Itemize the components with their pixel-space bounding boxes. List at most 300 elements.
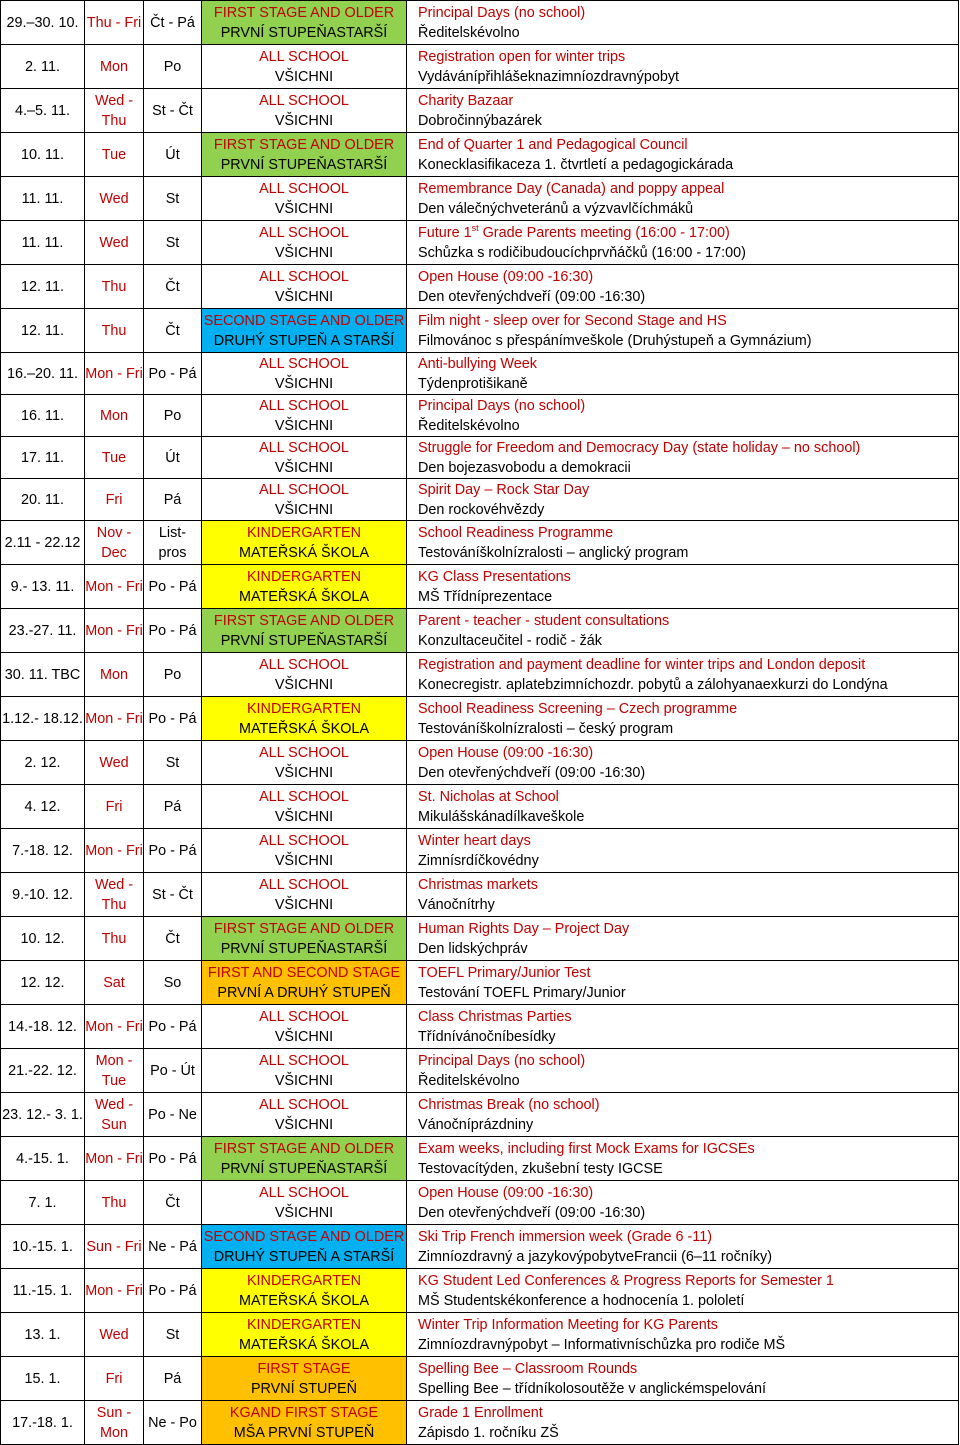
audience-cs: DRUHÝ STUPEŇ A STARŠÍ [213, 332, 395, 349]
audience-cell [202, 133, 407, 177]
event-cell [407, 1181, 959, 1225]
event-cell [407, 221, 959, 265]
audience-cell [202, 697, 407, 741]
audience-cell [202, 265, 407, 309]
audience-en: FIRST STAGE [257, 1360, 351, 1377]
day-cz-cell: Po - Ne [144, 1093, 202, 1137]
event-cell [407, 45, 959, 89]
day-cz-cell: Čt [144, 917, 202, 961]
audience-en: ALL SCHOOL [259, 224, 349, 241]
table-row [1, 873, 959, 917]
event-en: Exam weeks, including first Mock Exams for IGCSEs [418, 1140, 755, 1157]
event-cs: Týdenprotišikaně [418, 375, 528, 392]
audience-en: ALL SCHOOL [259, 92, 349, 109]
table-row [1, 1093, 959, 1137]
day-cz-cell: St [144, 177, 202, 221]
audience-en: ALL SCHOOL [259, 656, 349, 673]
date-cell: 7.-18. 12. [1, 829, 85, 873]
audience-cs: VŠICHNI [274, 68, 334, 85]
event-cs: Testováníškolnízralosti – český program [418, 720, 674, 737]
day-en-cell: Thu [85, 265, 144, 309]
audience-en: ALL SCHOOL [259, 268, 349, 285]
table-row [1, 265, 959, 309]
event-cs: Spelling Bee – třídníkolosoutěže v anglickémspelování [418, 1380, 766, 1397]
event-en: Principal Days (no school) [418, 4, 586, 21]
date-cell: 10. 11. [1, 133, 85, 177]
audience-cell [202, 1313, 407, 1357]
event-cell [407, 1, 959, 45]
table-row [1, 1181, 959, 1225]
audience-cell [202, 609, 407, 653]
event-cell [407, 479, 959, 521]
event-cs: Dobročinnýbazárek [418, 112, 542, 129]
event-en: Parent - teacher - student consultations [418, 612, 670, 629]
event-cs: MŠ Třídníprezentace [418, 588, 553, 605]
event-cs: Schůzka s rodičibudoucíchprvňáčků (16:00 - 17:00) [418, 244, 746, 261]
event-cell [407, 697, 959, 741]
day-cz-cell: Čt - Pá [144, 1, 202, 45]
date-cell: 13. 1. [1, 1313, 85, 1357]
event-cs: Mikulášskánadílkaveškole [418, 808, 585, 825]
table-row [1, 565, 959, 609]
day-en-cell: Nov - Dec [85, 521, 144, 565]
audience-en: ALL SCHOOL [259, 744, 349, 761]
audience-en: FIRST STAGE AND OLDER [213, 920, 395, 937]
day-en-cell: Thu [85, 309, 144, 353]
calendar-body [1, 1, 959, 1445]
table-row [1, 1049, 959, 1093]
day-cz-cell: Út [144, 133, 202, 177]
day-en-cell: Thu [85, 917, 144, 961]
event-cell [407, 177, 959, 221]
audience-en: FIRST STAGE AND OLDER [213, 612, 395, 629]
date-cell: 12. 12. [1, 961, 85, 1005]
table-row [1, 961, 959, 1005]
event-cs: Ředitelskévolno [418, 1072, 520, 1089]
table-row [1, 479, 959, 521]
audience-cs: PRVNÍ STUPEŇASTARŠÍ [220, 24, 388, 41]
day-en-cell: Tue [85, 437, 144, 479]
audience-en: ALL SCHOOL [259, 481, 349, 498]
event-cell [407, 89, 959, 133]
audience-cell [202, 479, 407, 521]
table-row [1, 521, 959, 565]
audience-cs: VŠICHNI [274, 459, 334, 476]
day-cz-cell: St - Čt [144, 89, 202, 133]
audience-en: KINDERGARTEN [246, 1272, 362, 1289]
audience-cs: MATEŘSKÁ ŠKOLA [238, 588, 370, 605]
event-cs: Vydávánípřihlášeknazimníozdravnýpobyt [418, 68, 680, 85]
audience-en: ALL SCHOOL [259, 788, 349, 805]
event-cell [407, 353, 959, 395]
event-en [418, 223, 958, 243]
event-cell [407, 653, 959, 697]
event-cs: Den rockovéhvězdy [418, 501, 545, 518]
event-cell [407, 1313, 959, 1357]
audience-cs: PRVNÍ STUPEŇ [250, 1380, 358, 1397]
table-row [1, 437, 959, 479]
audience-cs: VŠICHNI [274, 375, 334, 392]
event-cs: Testovacítýden, zkušební testy IGCSE [418, 1160, 663, 1177]
audience-en: KINDERGARTEN [246, 1316, 362, 1333]
table-row [1, 89, 959, 133]
audience-en: KINDERGARTEN [246, 568, 362, 585]
audience-cell [202, 653, 407, 697]
event-en: Anti-bullying Week [418, 355, 537, 372]
date-cell: 14.-18. 12. [1, 1005, 85, 1049]
audience-cs: PRVNÍ STUPEŇASTARŠÍ [220, 1160, 388, 1177]
event-cell [407, 1049, 959, 1093]
day-cz-cell: Pá [144, 479, 202, 521]
audience-en: FIRST STAGE AND OLDER [213, 1140, 395, 1157]
audience-cs: MATEŘSKÁ ŠKOLA [238, 544, 370, 561]
table-row [1, 309, 959, 353]
audience-en: ALL SCHOOL [259, 355, 349, 372]
audience-cell [202, 1093, 407, 1137]
table-row [1, 1401, 959, 1445]
audience-cs: VŠICHNI [274, 896, 334, 913]
day-cz-cell: Po [144, 45, 202, 89]
date-cell: 10. 12. [1, 917, 85, 961]
table-row [1, 353, 959, 395]
table-row [1, 133, 959, 177]
event-cs: Ředitelskévolno [418, 24, 520, 41]
date-cell: 4.-15. 1. [1, 1137, 85, 1181]
audience-en: SECOND STAGE AND OLDER [203, 312, 405, 329]
day-cz-cell: Čt [144, 1181, 202, 1225]
audience-cell [202, 45, 407, 89]
date-cell: 4. 12. [1, 785, 85, 829]
audience-cs: VŠICHNI [274, 200, 334, 217]
audience-en: ALL SCHOOL [259, 397, 349, 414]
day-cz-cell: Út [144, 437, 202, 479]
event-cs: Třídnívánočníbesídky [418, 1028, 556, 1045]
audience-cell [202, 1357, 407, 1401]
event-en-sup: st [471, 222, 479, 233]
audience-en: ALL SCHOOL [259, 180, 349, 197]
date-cell: 20. 11. [1, 479, 85, 521]
day-en-cell: Thu [85, 1181, 144, 1225]
day-en-cell: Fri [85, 479, 144, 521]
day-cz-cell: List- pros [144, 521, 202, 565]
day-en-cell: Sat [85, 961, 144, 1005]
event-en: Principal Days (no school) [418, 1052, 586, 1069]
day-en-cell: Mon - Fri [85, 1005, 144, 1049]
table-row [1, 1, 959, 45]
event-en: End of Quarter 1 and Pedagogical Council [418, 136, 688, 153]
audience-cell [202, 1005, 407, 1049]
audience-cs: PRVNÍ STUPEŇASTARŠÍ [220, 940, 388, 957]
day-cz-cell: Pá [144, 1357, 202, 1401]
table-row [1, 1005, 959, 1049]
event-cell [407, 265, 959, 309]
day-cz-cell: Ne - Po [144, 1401, 202, 1445]
date-cell: 11.-15. 1. [1, 1269, 85, 1313]
date-cell: 23. 12.- 3. 1. [1, 1093, 85, 1137]
audience-cs: VŠICHNI [274, 1072, 334, 1089]
day-cz-cell: St [144, 221, 202, 265]
event-cs: Den lidskýchpráv [418, 940, 528, 957]
event-cs: Vánočnítrhy [418, 896, 495, 913]
audience-en: FIRST AND SECOND STAGE [207, 964, 401, 981]
event-cell [407, 829, 959, 873]
audience-cs: VŠICHNI [274, 112, 334, 129]
audience-cell [202, 1225, 407, 1269]
event-cell [407, 437, 959, 479]
event-en: TOEFL Primary/Junior Test [418, 964, 591, 981]
audience-cell [202, 1181, 407, 1225]
event-cs: Testování TOEFL Primary/Junior [418, 984, 626, 1001]
event-en: KG Class Presentations [418, 568, 571, 585]
day-en-cell: Wed [85, 177, 144, 221]
day-cz-cell: St [144, 1313, 202, 1357]
audience-cell [202, 309, 407, 353]
date-cell: 2. 11. [1, 45, 85, 89]
audience-en: ALL SCHOOL [259, 1096, 349, 1113]
table-row [1, 609, 959, 653]
audience-cs: MŠA PRVNÍ STUPEŇ [233, 1424, 375, 1441]
event-en: Spelling Bee – Classroom Rounds [418, 1360, 638, 1377]
day-en-cell: Mon - Fri [85, 353, 144, 395]
event-cell [407, 1093, 959, 1137]
day-cz-cell: Po - Pá [144, 1269, 202, 1313]
event-en: Charity Bazaar [418, 92, 514, 109]
day-en-cell: Mon - Fri [85, 609, 144, 653]
audience-cell [202, 829, 407, 873]
event-en: Registration open for winter trips [418, 48, 626, 65]
date-cell: 16. 11. [1, 395, 85, 437]
event-cs: Den otevřenýchdveří (09:00 -16:30) [418, 764, 646, 781]
date-cell: 29.–30. 10. [1, 1, 85, 45]
day-en-cell: Mon - Fri [85, 565, 144, 609]
audience-cs: VŠICHNI [274, 676, 334, 693]
event-cs: Ředitelskévolno [418, 417, 520, 434]
event-cs: Den válečnýchveteránů a výzvavlčíchmáků [418, 200, 694, 217]
day-en-cell: Sun - Mon [85, 1401, 144, 1445]
audience-cs: PRVNÍ STUPEŇASTARŠÍ [220, 632, 388, 649]
audience-cs: DRUHÝ STUPEŇ A STARŠÍ [213, 1248, 395, 1265]
date-cell: 12. 11. [1, 309, 85, 353]
day-cz-cell: Po - Pá [144, 353, 202, 395]
audience-en: ALL SCHOOL [259, 48, 349, 65]
date-cell: 10.-15. 1. [1, 1225, 85, 1269]
audience-cs: VŠICHNI [274, 1028, 334, 1045]
audience-cell [202, 1269, 407, 1313]
event-cell [407, 309, 959, 353]
day-en-cell: Mon - Fri [85, 1137, 144, 1181]
event-cell [407, 741, 959, 785]
audience-en: KGAND FIRST STAGE [229, 1404, 379, 1421]
event-cell [407, 917, 959, 961]
event-en: Registration and payment deadline for winter trips and London deposit [418, 656, 866, 673]
table-row [1, 1357, 959, 1401]
event-cs: Den otevřenýchdveří (09:00 -16:30) [418, 288, 646, 305]
audience-cell [202, 873, 407, 917]
event-en-part: Grade Parents meeting (16:00 - 17:00) [478, 224, 730, 241]
day-en-cell: Mon - Fri [85, 697, 144, 741]
day-cz-cell: Po - Pá [144, 1137, 202, 1181]
audience-cell [202, 1049, 407, 1093]
event-en-part: Future 1 [418, 224, 472, 241]
audience-cs: MATEŘSKÁ ŠKOLA [238, 1336, 370, 1353]
event-cs: Konzultaceučitel - rodič - žák [418, 632, 602, 649]
day-en-cell: Wed [85, 741, 144, 785]
event-en: Film night - sleep over for Second Stage and HS [418, 312, 727, 329]
day-cz-cell: Po - Pá [144, 697, 202, 741]
event-en: Struggle for Freedom and Democracy Day (state holiday – no school) [418, 439, 861, 456]
audience-cell [202, 785, 407, 829]
day-en-cell: Fri [85, 1357, 144, 1401]
day-cz-cell: Čt [144, 265, 202, 309]
event-cs: Konecregistr. aplatebzimníchozdr. pobytů a zálohyanaexkurzi do Londýna [418, 676, 888, 693]
event-cs: Den otevřenýchdveří (09:00 -16:30) [418, 1204, 646, 1221]
date-cell: 15. 1. [1, 1357, 85, 1401]
audience-cell [202, 917, 407, 961]
audience-cs: VŠICHNI [274, 244, 334, 261]
event-cell [407, 1357, 959, 1401]
date-cell: 2. 12. [1, 741, 85, 785]
event-cs: Den bojezasvobodu a demokracii [418, 459, 631, 476]
table-row [1, 1225, 959, 1269]
day-cz-cell: St - Čt [144, 873, 202, 917]
table-row [1, 395, 959, 437]
table-row [1, 177, 959, 221]
table-row [1, 653, 959, 697]
event-en: Human Rights Day – Project Day [418, 920, 630, 937]
date-cell: 11. 11. [1, 177, 85, 221]
event-cs: Zápisdo 1. ročníku ZŠ [418, 1424, 559, 1441]
date-cell: 9.-10. 12. [1, 873, 85, 917]
day-en-cell: Sun - Fri [85, 1225, 144, 1269]
audience-en: FIRST STAGE AND OLDER [213, 4, 395, 21]
day-en-cell: Mon - Fri [85, 829, 144, 873]
audience-cs: VŠICHNI [274, 764, 334, 781]
audience-cs: VŠICHNI [274, 417, 334, 434]
date-cell: 16.–20. 11. [1, 353, 85, 395]
event-en: Principal Days (no school) [418, 397, 586, 414]
audience-cs: VŠICHNI [274, 1204, 334, 1221]
event-en: St. Nicholas at School [418, 788, 559, 805]
event-en: Spirit Day – Rock Star Day [418, 481, 590, 498]
audience-en: SECOND STAGE AND OLDER [203, 1228, 405, 1245]
audience-cell [202, 565, 407, 609]
table-row [1, 785, 959, 829]
day-cz-cell: Čt [144, 309, 202, 353]
audience-cell [202, 961, 407, 1005]
audience-cell [202, 741, 407, 785]
event-en: KG Student Led Conferences & Progress Reports for Semester 1 [418, 1272, 834, 1289]
event-cell [407, 1401, 959, 1445]
event-cs: Filmovánoc s přespánímveškole (Druhýstupeň a Gymnázium) [418, 332, 812, 349]
day-en-cell: Mon - Fri [85, 1269, 144, 1313]
date-cell: 7. 1. [1, 1181, 85, 1225]
date-cell: 9.- 13. 11. [1, 565, 85, 609]
day-en-cell: Wed [85, 1313, 144, 1357]
day-en-cell: Mon - Tue [85, 1049, 144, 1093]
event-cell [407, 1269, 959, 1313]
event-cell [407, 565, 959, 609]
day-en-cell: Tue [85, 133, 144, 177]
event-cell [407, 133, 959, 177]
event-en: Class Christmas Parties [418, 1008, 572, 1025]
audience-cell [202, 221, 407, 265]
day-en-cell: Wed - Sun [85, 1093, 144, 1137]
table-row [1, 221, 959, 265]
event-cs: Konecklasifikaceza 1. čtvrtletí a pedagogickárada [418, 156, 734, 173]
table-row [1, 697, 959, 741]
audience-en: ALL SCHOOL [259, 1008, 349, 1025]
event-en: Remembrance Day (Canada) and poppy appeal [418, 180, 725, 197]
audience-cs: PRVNÍ STUPEŇASTARŠÍ [220, 156, 388, 173]
day-cz-cell: Po - Pá [144, 1005, 202, 1049]
audience-en: KINDERGARTEN [246, 700, 362, 717]
date-cell: 21.-22. 12. [1, 1049, 85, 1093]
day-en-cell: Wed - Thu [85, 89, 144, 133]
audience-cell [202, 521, 407, 565]
audience-cs: MATEŘSKÁ ŠKOLA [238, 1292, 370, 1309]
table-row [1, 1269, 959, 1313]
date-cell: 12. 11. [1, 265, 85, 309]
audience-cell [202, 395, 407, 437]
event-en: Winter Trip Information Meeting for KG Parents [418, 1316, 718, 1333]
day-cz-cell: Po [144, 395, 202, 437]
audience-en: ALL SCHOOL [259, 832, 349, 849]
event-cs: MŠ Studentskékonference a hodnocenía 1. pololetí [418, 1292, 745, 1309]
day-en-cell: Mon [85, 395, 144, 437]
audience-cs: VŠICHNI [274, 501, 334, 518]
day-cz-cell: Ne - Pá [144, 1225, 202, 1269]
date-cell: 30. 11. TBC [1, 653, 85, 697]
event-cell [407, 395, 959, 437]
event-en: Grade 1 Enrollment [418, 1404, 543, 1421]
event-cs: Zimníozdravný a jazykovýpobytveFrancii (6–11 ročníky) [418, 1248, 773, 1265]
day-cz-cell: Po - Pá [144, 565, 202, 609]
table-row [1, 45, 959, 89]
table-row [1, 1137, 959, 1181]
date-cell: 17.-18. 1. [1, 1401, 85, 1445]
event-en: Christmas markets [418, 876, 538, 893]
event-cell [407, 521, 959, 565]
table-row [1, 741, 959, 785]
date-cell: 2.11 - 22.12 [1, 521, 85, 565]
audience-en: ALL SCHOOL [259, 876, 349, 893]
audience-en: ALL SCHOOL [259, 1184, 349, 1201]
audience-en: ALL SCHOOL [259, 439, 349, 456]
day-cz-cell: Po - Út [144, 1049, 202, 1093]
event-en: School Readiness Programme [418, 524, 614, 541]
audience-en: KINDERGARTEN [246, 524, 362, 541]
audience-cs: VŠICHNI [274, 288, 334, 305]
event-cell [407, 1137, 959, 1181]
audience-cs: VŠICHNI [274, 852, 334, 869]
event-cell [407, 1005, 959, 1049]
day-en-cell: Wed - Thu [85, 873, 144, 917]
day-en-cell: Fri [85, 785, 144, 829]
day-cz-cell: Pá [144, 785, 202, 829]
table-row [1, 917, 959, 961]
event-en: Ski Trip French immersion week (Grade 6 -11) [418, 1228, 713, 1245]
date-cell: 1.12.- 18.12. [1, 697, 85, 741]
audience-cs: VŠICHNI [274, 1116, 334, 1133]
event-cs: Testováníškolnízralosti – anglický program [418, 544, 689, 561]
day-cz-cell: So [144, 961, 202, 1005]
day-cz-cell: Po [144, 653, 202, 697]
day-en-cell: Mon [85, 45, 144, 89]
event-en: Winter heart days [418, 832, 531, 849]
audience-cs: PRVNÍ A DRUHÝ STUPEŇ [217, 984, 391, 1001]
event-cs: Zimnísrdíčkovédny [418, 852, 539, 869]
audience-cs: VŠICHNI [274, 808, 334, 825]
